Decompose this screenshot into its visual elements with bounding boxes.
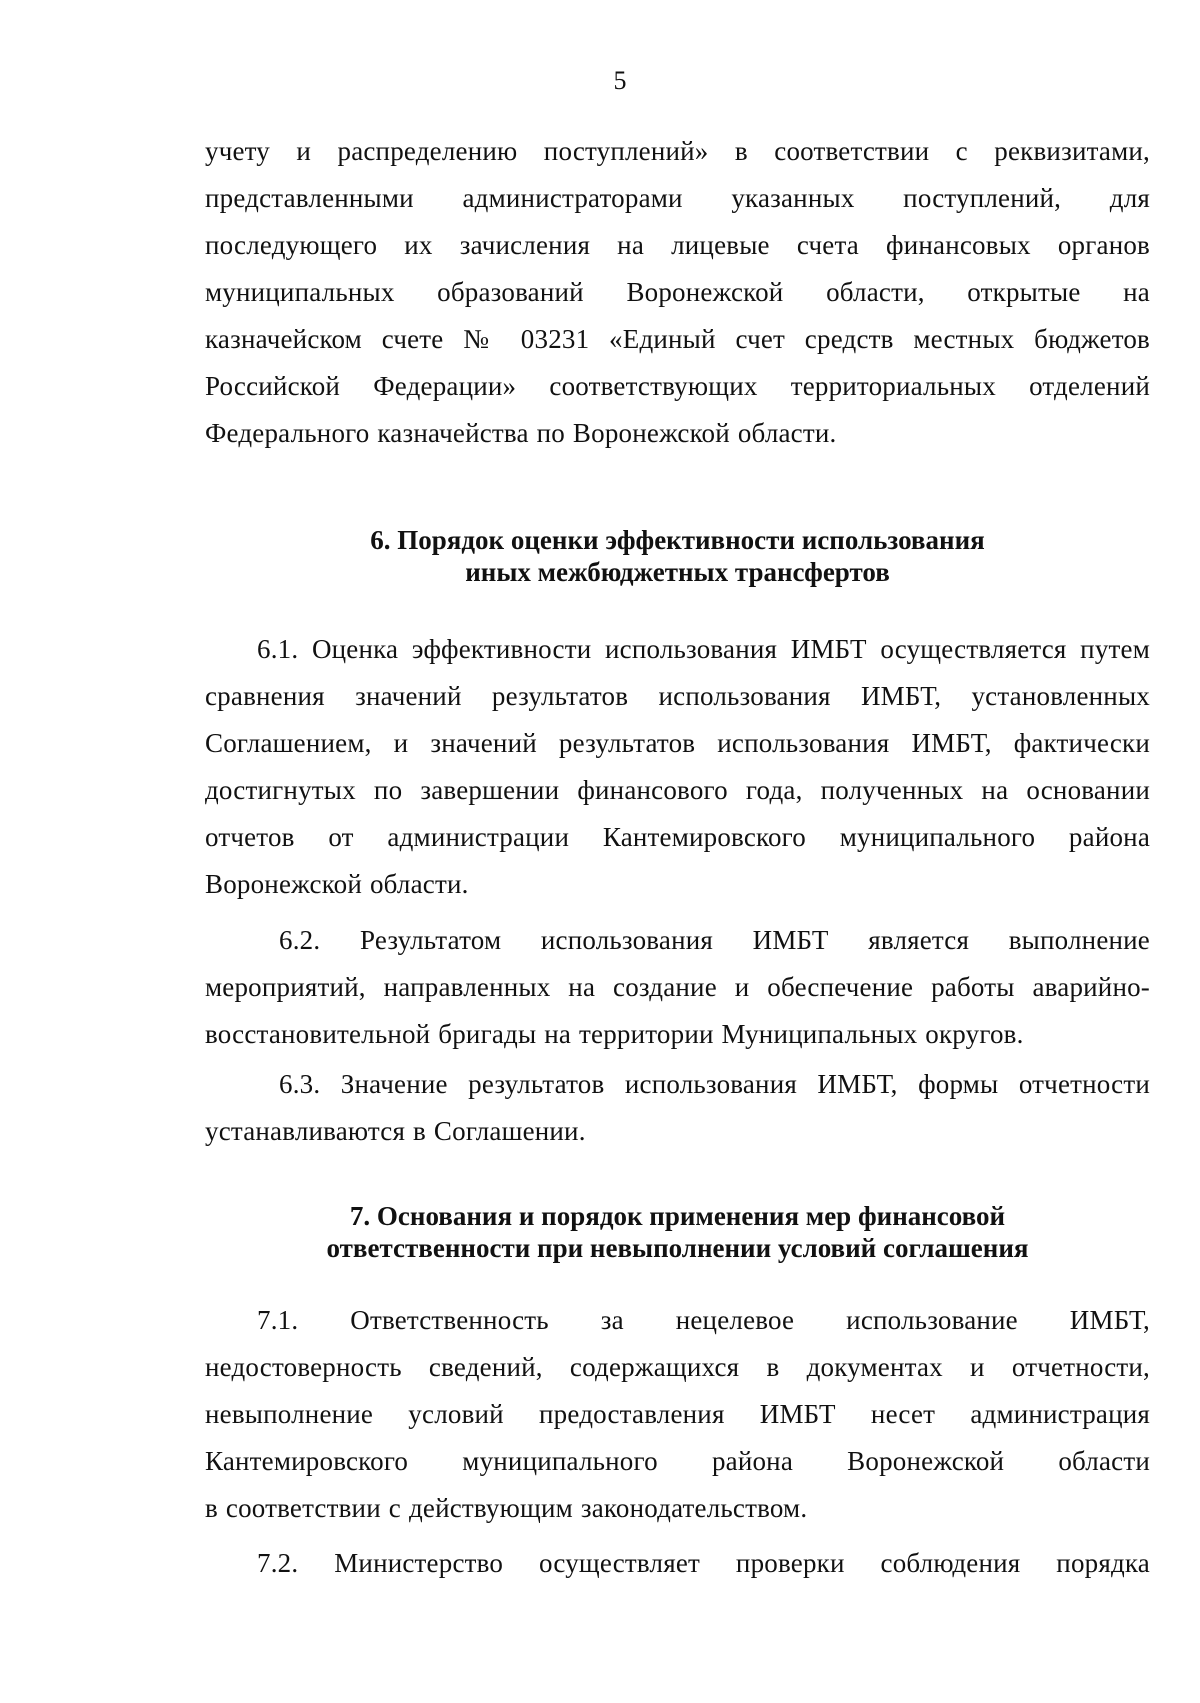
text-line: Российской Федерации» соответствующих территориальных отделений: [205, 371, 1150, 401]
text-line: последующего их зачисления на лицевые счета финансовых органов: [205, 230, 1150, 260]
paragraph-7-2: [205, 1540, 1150, 1587]
heading-line: иных межбюджетных трансфертов: [465, 557, 890, 587]
text-line: Кантемировского муниципального района Воронежской области: [205, 1446, 1150, 1476]
heading-line: 6. Порядок оценки эффективности использования: [370, 525, 985, 555]
paragraph-6-1: [205, 626, 1150, 908]
text-line: представленными администраторами указанных поступлений, для: [205, 183, 1150, 213]
text-line: Соглашением, и значений результатов использования ИМБТ, фактически: [205, 728, 1150, 758]
text-line: устанавливаются в Соглашении.: [205, 1116, 586, 1146]
text-line: 7.2. Министерство осуществляет проверки соблюдения порядка: [257, 1548, 1150, 1578]
paragraph-intro: [205, 128, 1150, 457]
text-line: в соответствии с действующим законодательством.: [205, 1493, 808, 1523]
text-line: 7.1. Ответственность за нецелевое использование ИМБТ,: [257, 1305, 1150, 1335]
text-line: восстановительной бригады на территории Муниципальных округов.: [205, 1019, 1024, 1049]
text-line: сравнения значений результатов использования ИМБТ, установленных: [205, 681, 1150, 711]
text-line: Федерального казначейства по Воронежской области.: [205, 418, 837, 448]
text-line: учету и распределению поступлений» в соответствии с реквизитами,: [205, 136, 1150, 166]
heading-line: ответственности при невыполнении условий соглашения: [326, 1233, 1029, 1263]
heading-line: 7. Основания и порядок применения мер финансовой: [349, 1201, 1006, 1231]
text-line: невыполнение условий предоставления ИМБТ несет администрация: [205, 1399, 1150, 1429]
text-line: достигнутых по завершении финансового года, полученных на основании: [205, 775, 1150, 805]
text-line: 6.2. Результатом использования ИМБТ является выполнение: [279, 925, 1150, 955]
text-line: Воронежской области.: [205, 869, 469, 899]
paragraph-7-1: [205, 1297, 1150, 1532]
paragraph-6-2: [205, 917, 1150, 1058]
paragraph-6-3: [205, 1061, 1150, 1155]
text-line: муниципальных образований Воронежской области, открытые на: [205, 277, 1150, 307]
text-line: недостоверность сведений, содержащихся в документах и отчетности,: [205, 1352, 1150, 1382]
text-line: мероприятий, направленных на создание и обеспечение работы аварийно-: [205, 972, 1150, 1002]
page-number: 5: [613, 66, 627, 95]
text-line: казначейском счете № 03231 «Единый счет средств местных бюджетов: [205, 324, 1150, 354]
text-line: 6.1. Оценка эффективности использования ИМБТ осуществляется путем: [257, 634, 1150, 664]
text-line: отчетов от администрации Кантемировского муниципального района: [205, 822, 1150, 852]
section-6-heading: [205, 524, 1150, 588]
text-line: 6.3. Значение результатов использования ИМБТ, формы отчетности: [279, 1069, 1150, 1099]
section-7-heading: [205, 1200, 1150, 1264]
